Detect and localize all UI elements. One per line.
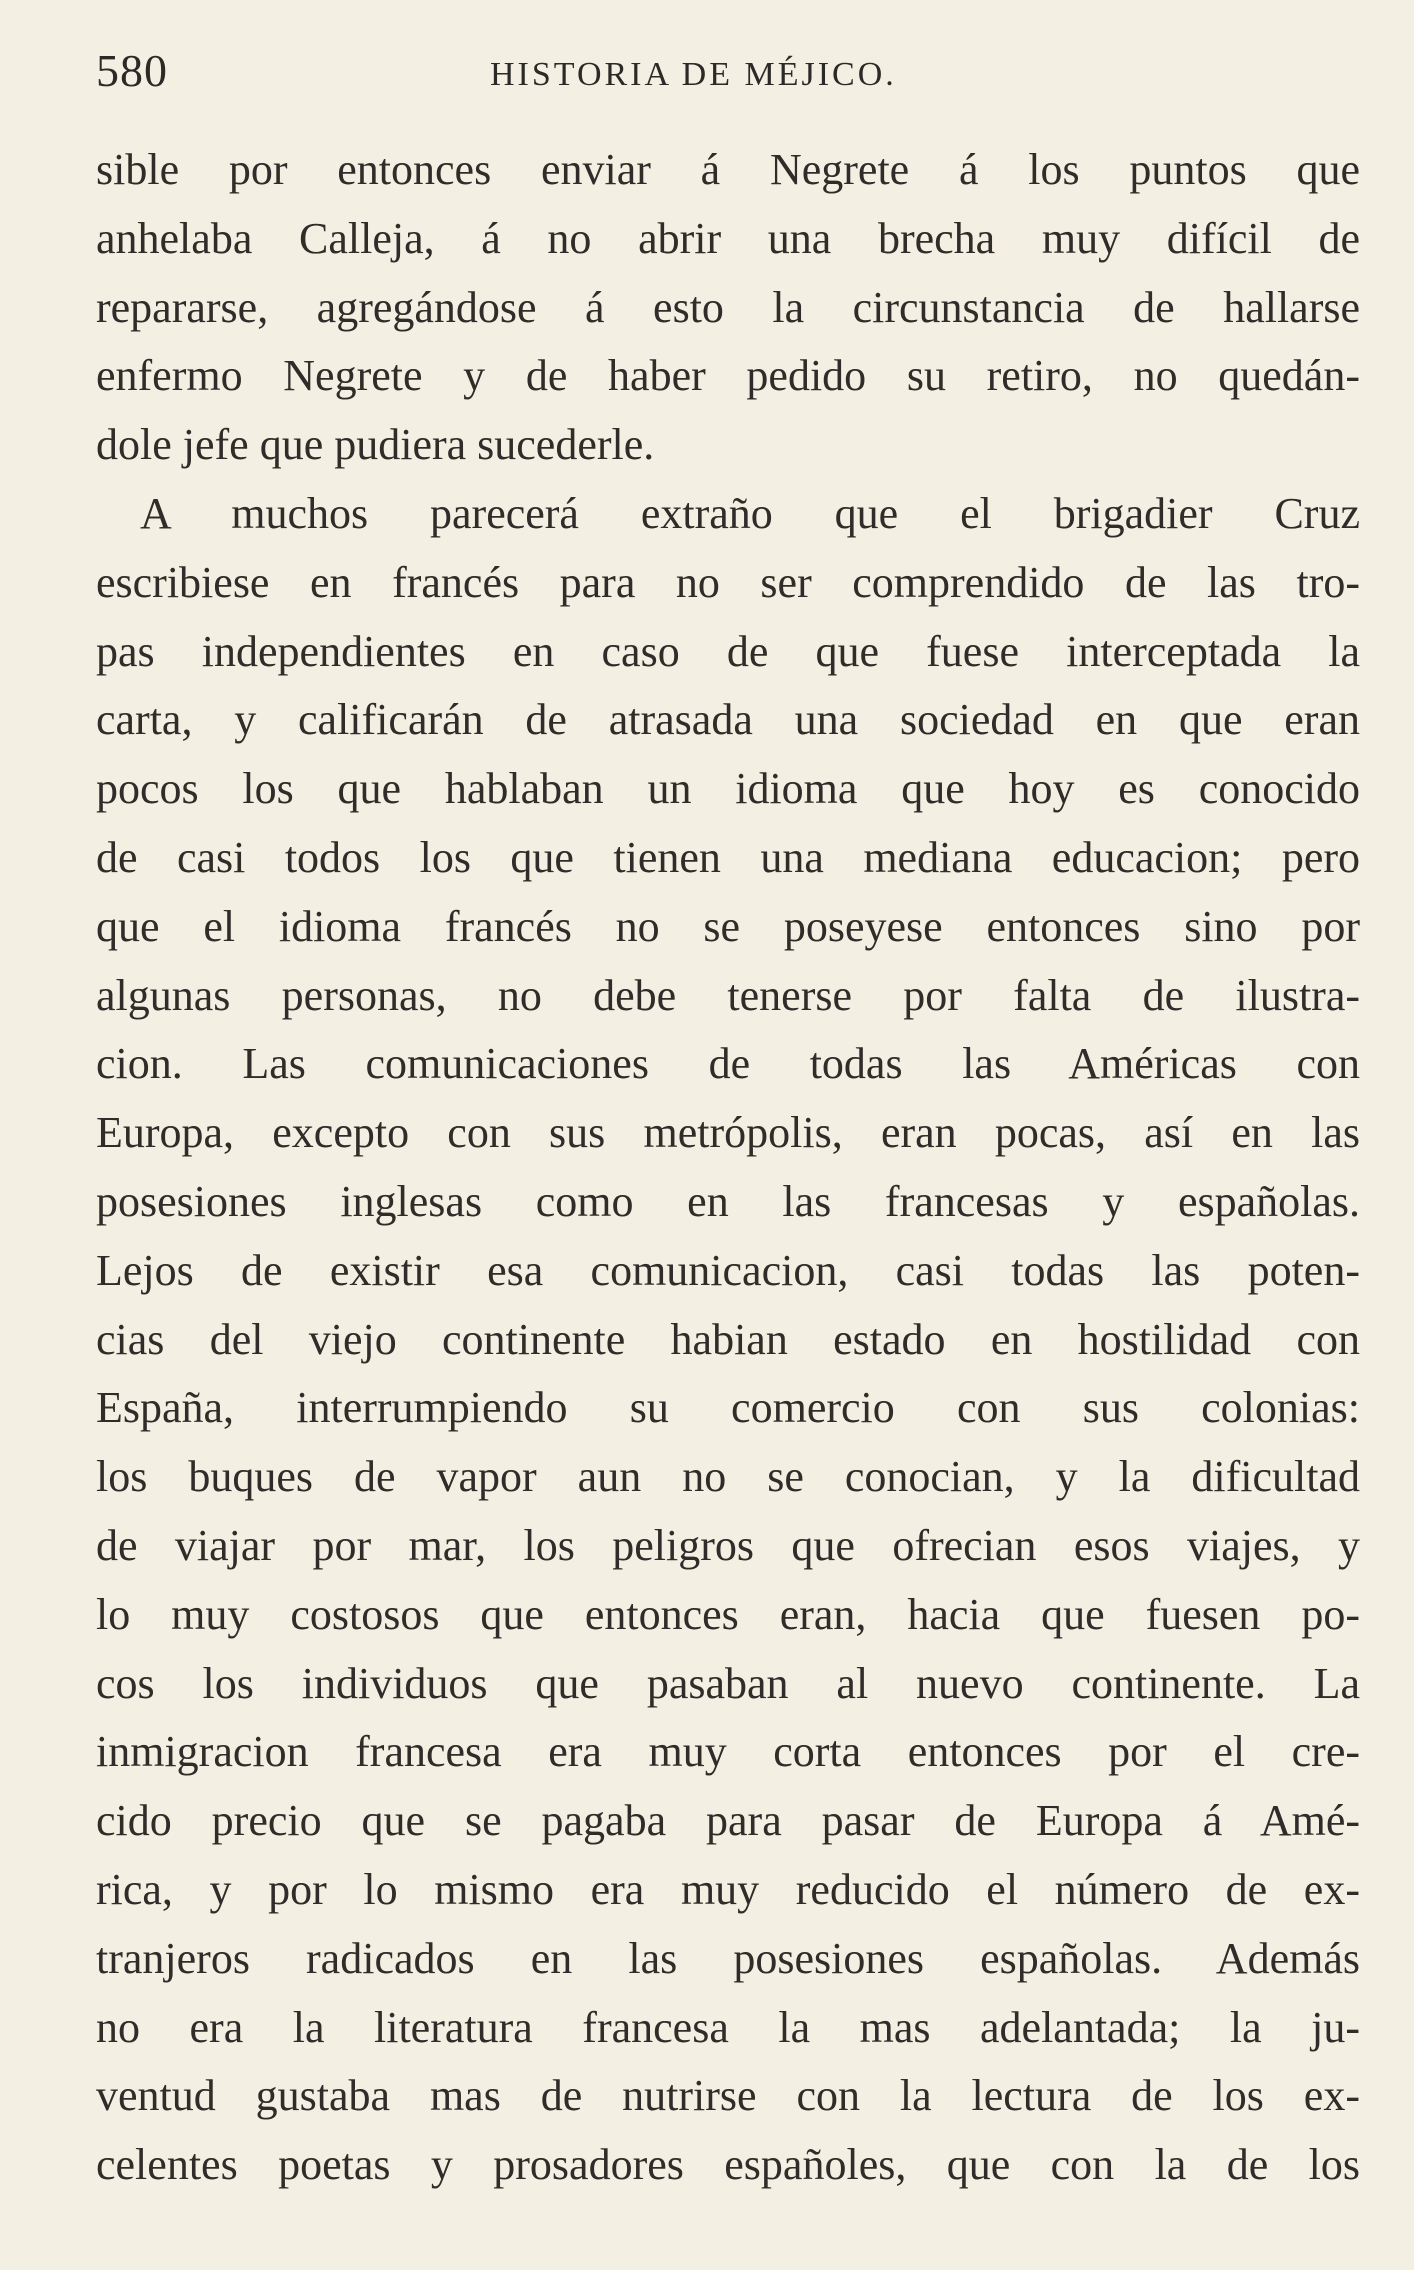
text-line: cion. Las comunicaciones de todas las Américas con (96, 1039, 1360, 1089)
text-line: lo muy costosos que entonces eran, hacia que fuesen po- (96, 1589, 1360, 1639)
body-text (96, 136, 1360, 2200)
text-line: España, interrumpiendo su comercio con sus colonias: (96, 1383, 1360, 1433)
text-line: que el idioma francés no se poseyese entonces sino por (96, 901, 1360, 951)
text-line: posesiones inglesas como en las francesas y españolas. (96, 1176, 1360, 1226)
text-line: rica, y por lo mismo era muy reducido el número de ex- (96, 1864, 1360, 1914)
text-line: escribiese en francés para no ser comprendido de las tro- (96, 557, 1360, 607)
text-line: cos los individuos que pasaban al nuevo continente. La (96, 1658, 1360, 1708)
text-line: ventud gustaba mas de nutrirse con la lectura de los ex- (96, 2071, 1360, 2121)
text-line: Lejos de existir esa comunicacion, casi todas las poten- (96, 1245, 1360, 1295)
text-line: cias del viejo continente habian estado en hostilidad con (96, 1314, 1360, 1364)
text-line: anhelaba Calleja, á no abrir una brecha muy difícil de (96, 213, 1360, 263)
text-line: inmigracion francesa era muy corta entonces por el cre- (96, 1727, 1360, 1777)
text-line: cido precio que se pagaba para pasar de Europa á Amé- (96, 1796, 1360, 1846)
text-line: de viajar por mar, los peligros que ofrecian esos viajes, y (96, 1520, 1360, 1570)
page-number: 580 (96, 45, 168, 96)
text-line: enfermo Negrete y de haber pedido su retiro, no quedán- (96, 351, 1360, 401)
text-line: no era la literatura francesa la mas adelantada; la ju- (96, 2002, 1360, 2052)
text-line: dole jefe que pudiera sucederle. (96, 420, 655, 470)
text-line: carta, y calificarán de atrasada una sociedad en que eran (96, 695, 1360, 745)
text-line: repararse, agregándose á esto la circunstancia de hallarse (96, 282, 1360, 332)
text-line: celentes poetas y prosadores españoles, que con la de los (96, 2140, 1360, 2190)
text-line: algunas personas, no debe tenerse por falta de ilustra- (96, 970, 1360, 1020)
text-line: Europa, excepto con sus metrópolis, eran pocas, así en las (96, 1108, 1360, 1158)
running-head (96, 38, 1360, 98)
text-line: los buques de vapor aun no se conocian, y la dificultad (96, 1452, 1360, 1502)
paragraph-1 (96, 136, 1360, 480)
text-line: pocos los que hablaban un idioma que hoy es conocido (96, 764, 1360, 814)
text-line: A muchos parecerá extraño que el brigadier Cruz (140, 488, 1360, 538)
text-line: tranjeros radicados en las posesiones españolas. Además (96, 1933, 1360, 1983)
text-line: sible por entonces enviar á Negrete á los puntos que (96, 145, 1360, 194)
text-line: pas independientes en caso de que fuese interceptada la (96, 626, 1360, 676)
running-title: HISTORIA DE MÉJICO. (490, 56, 897, 93)
paragraph-2 (96, 480, 1360, 2200)
text-line: de casi todos los que tienen una mediana educacion; pero (96, 832, 1360, 882)
